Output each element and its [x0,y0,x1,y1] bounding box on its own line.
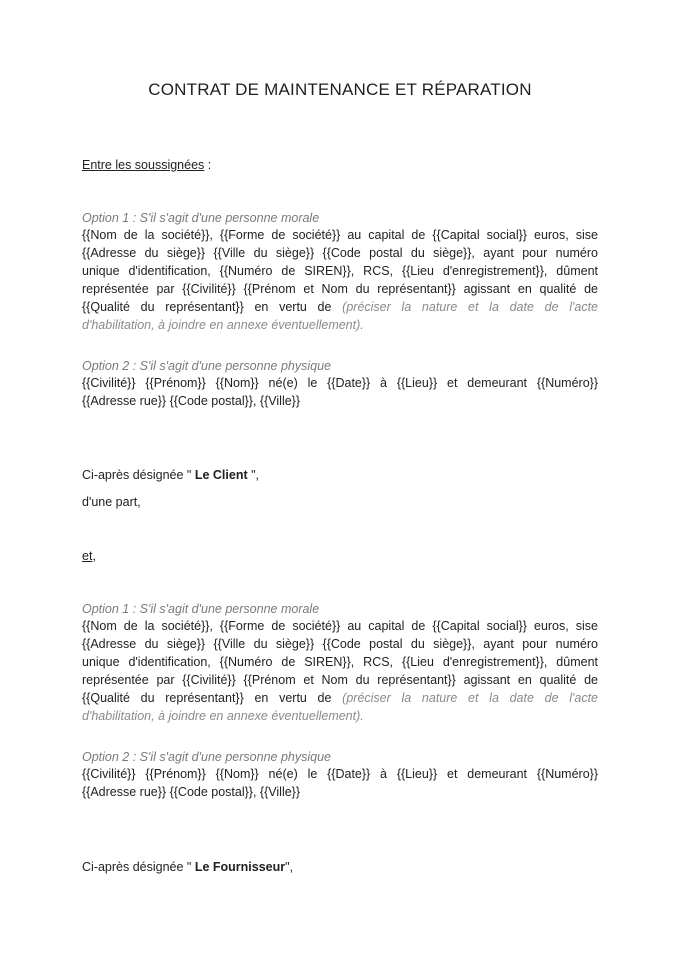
parties-intro-suffix: : [204,158,212,172]
supplier-option1-line-6: d'habilitation, à joindre en annexe éventuellement). [82,709,364,723]
supplier-option2-heading: Option 2 : S'il s'agit d'une personne physique [82,750,331,764]
client-option1-line-4: représentée par {{Civilité}} {{Prénom et Nom du représentant}} agissant en qualité de [82,282,598,296]
client-option2-line-1: {{Civilité}} {{Prénom}} {{Nom}} né(e) le {{Date}} à {{Lieu}} et demeurant {{Numéro}} [82,376,598,390]
client-option1-line-6: d'habilitation, à joindre en annexe éventuellement). [82,318,364,332]
supplier-option1-line-4: représentée par {{Civilité}} {{Prénom et Nom du représentant}} agissant en qualité de [82,673,598,687]
supplier-designation [82,858,293,876]
client-option2-paragraph [82,374,598,410]
supplier-option1-line-5-text: {{Qualité du représentant}} en vertu de [82,691,343,705]
connector-word: et [82,549,93,563]
parties-intro-label: Entre les soussignées [82,158,205,172]
client-option1-line-5 [82,298,598,316]
connector-suffix: , [92,549,96,563]
client-designation [82,466,259,484]
client-designation-prefix: Ci-après désignée " [82,468,195,482]
client-option1-line-5-note: (préciser la nature et la date de l'acte [342,300,599,314]
parties-intro [82,156,211,174]
supplier-option1-line-3: unique d'identification, {{Numéro de SIREN}}, RCS, {{Lieu d'enregistrement}}, dûment [82,655,598,669]
client-option1-heading: Option 1 : S'il s'agit d'une personne morale [82,211,320,225]
supplier-option2-paragraph [82,765,598,801]
client-designation-name: Le Client [194,468,248,482]
client-option1-line-2: {{Adresse du siège}} {{Ville du siège}} {{Code postal du siège}}, ayant pour numéro [82,246,598,260]
supplier-designation-name: Le Fournisseur [194,860,286,874]
supplier-option1-line-5 [82,689,598,707]
client-option2-line-2: {{Adresse rue}} {{Code postal}}, {{Ville}} [82,394,301,408]
supplier-designation-prefix: Ci-après désignée " [82,860,195,874]
supplier-option1-line-1: {{Nom de la société}}, {{Forme de société}} au capital de {{Capital social}} euros, sise [82,619,598,633]
supplier-option2-line-2: {{Adresse rue}} {{Code postal}}, {{Ville}} [82,785,301,799]
supplier-designation-suffix: ", [285,860,294,874]
supplier-option1-heading: Option 1 : S'il s'agit d'une personne morale [82,602,320,616]
supplier-option1-line-5-note: (préciser la nature et la date de l'acte [342,691,599,705]
client-option1-line-1: {{Nom de la société}}, {{Forme de société}} au capital de {{Capital social}} euros, sise [82,228,598,242]
client-option1-line-3: unique d'identification, {{Numéro de SIREN}}, RCS, {{Lieu d'enregistrement}}, dûment [82,264,598,278]
supplier-option2-line-1: {{Civilité}} {{Prénom}} {{Nom}} né(e) le {{Date}} à {{Lieu}} et demeurant {{Numéro}} [82,767,598,781]
supplier-option1-line-2: {{Adresse du siège}} {{Ville du siège}} {{Code postal du siège}}, ayant pour numéro [82,637,598,651]
supplier-option1-paragraph [82,617,598,725]
client-designation-suffix: ", [247,468,260,482]
connector [82,547,96,565]
client-option1-paragraph [82,226,598,334]
client-part-label: d'une part, [82,495,141,509]
document-title: CONTRAT DE MAINTENANCE ET RÉPARATION [148,80,532,99]
client-option2-heading: Option 2 : S'il s'agit d'une personne physique [82,359,331,373]
client-option1-line-5-text: {{Qualité du représentant}} en vertu de [82,300,343,314]
